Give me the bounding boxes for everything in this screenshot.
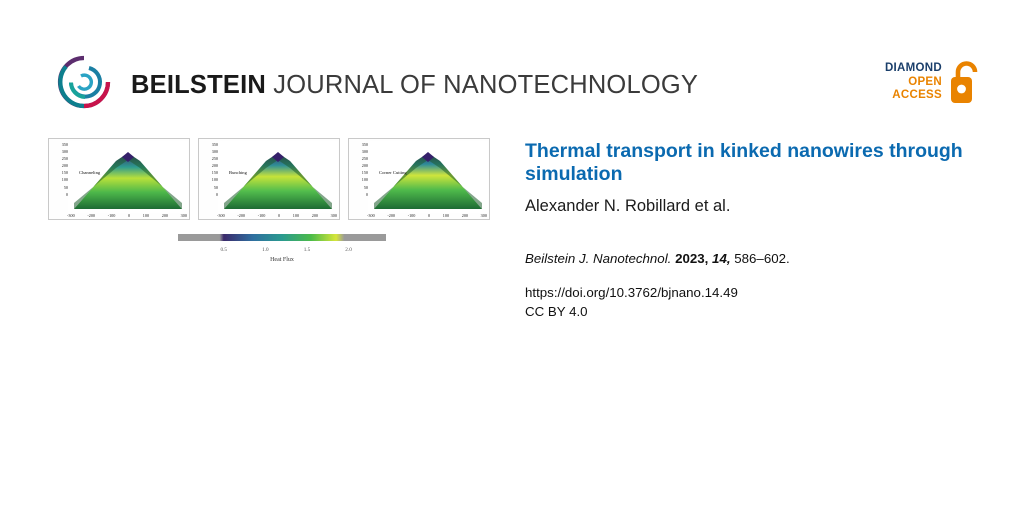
colorbar-label: Heat Flux [270,257,294,263]
colorbar-tick: 1.0 [262,247,269,253]
figure-colorbar [178,228,386,263]
figure-panel [48,138,190,220]
colorbar-gradient [178,234,386,241]
citation-journal: Beilstein J. Nanotechnol. [525,251,672,266]
figure-panel [348,138,490,220]
open-access-line-3: ACCESS [892,89,942,101]
figure-panel [198,138,340,220]
page-header [0,0,1024,128]
panel-y-ticks: 350 300 250 200 150 100 50 0 [61,142,68,197]
colorbar-ticks [178,247,386,256]
citation-volume: 14, [712,251,731,266]
panel-note: Bunching [229,170,247,175]
article-authors: Alexander N. Robillard et al. [525,197,731,215]
panel-plot [368,141,488,213]
colorbar-tick: 2.0 [345,247,352,253]
panel-x-ticks: -300 -200 -100 0 100 200 300 [217,213,337,218]
figure-panels [48,138,490,220]
open-access-line-1: DIAMOND [884,62,942,74]
open-access-badge [872,62,982,110]
citation-pages: 586–602. [734,251,790,266]
article-license: CC BY 4.0 [525,304,588,319]
article-title[interactable]: Thermal transport in kinked nanowires through simulation [525,140,963,185]
panel-x-ticks: -300 -200 -100 0 100 200 300 [367,213,487,218]
panel-y-ticks: 350 300 250 200 150 100 50 0 [361,142,368,197]
article-figure [48,138,488,273]
article-doi-link[interactable]: https://doi.org/10.3762/bjnano.14.49 [525,285,738,300]
open-access-text [872,62,942,103]
open-lock-icon [950,60,980,111]
journal-title-rest: JOURNAL OF NANOTECHNOLOGY [265,71,699,99]
article-doi-block [525,283,985,321]
panel-y-ticks: 350 300 250 200 150 100 50 0 [211,142,218,197]
panel-plot [218,141,338,213]
journal-title-brand: BEILSTEIN [131,71,266,99]
open-access-line-2: OPEN [908,75,942,88]
citation-year: 2023, [675,251,709,266]
panel-x-ticks: -300 -200 -100 0 100 200 300 [67,213,187,218]
article-citation [525,251,985,266]
beilstein-spiral-logo-icon [57,55,112,110]
panel-note: Corner Cutting [379,170,407,175]
panel-plot [68,141,188,213]
journal-title [131,71,698,100]
article-meta [525,140,985,321]
colorbar-tick: 0.5 [220,247,227,253]
colorbar-tick: 1.5 [303,247,311,253]
panel-note: Channeling [79,170,101,175]
